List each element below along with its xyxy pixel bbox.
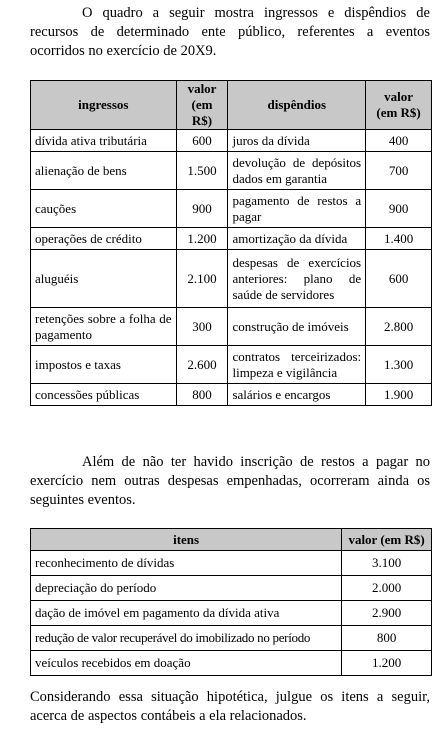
outro-line: Considerando essa situação hipotética, julgue os itens a seguir, (30, 689, 430, 705)
table-header-row (31, 529, 432, 551)
table-row (31, 626, 432, 651)
dispendio-cell: contratos terceirizados: limpeza e vigilância (228, 346, 366, 384)
table-row (31, 551, 432, 576)
ingresso-cell: operações de crédito (31, 228, 177, 250)
ingresso-cell: retenções sobre a folha de pagamento (31, 308, 177, 346)
table-header-row (31, 81, 432, 130)
ingresso-valor-cell: 300 (176, 308, 228, 346)
middle-line: Além de não ter havido inscrição de restos a pagar no (82, 454, 430, 470)
ingresso-valor-cell: 800 (176, 384, 228, 406)
dispendio-valor-cell: 700 (366, 152, 432, 190)
dispendio-valor-cell: 1.900 (366, 384, 432, 406)
item-cell: veículos recebidos em doação (31, 651, 342, 676)
dispendio-valor-cell: 600 (366, 250, 432, 308)
table-row (31, 384, 432, 406)
item-cell: depreciação do período (31, 576, 342, 601)
dispendio-valor-cell: 1.400 (366, 228, 432, 250)
dispendio-cell: despesas de exercícios anteriores: plano de saúde de servidores (228, 250, 366, 308)
table-row (31, 576, 432, 601)
table-row (31, 152, 432, 190)
ingressos-dispendios-table (30, 80, 432, 406)
header-valor-ingressos: valor (em R$) (176, 81, 228, 130)
item-valor-cell: 2.000 (342, 576, 432, 601)
ingresso-cell: cauções (31, 190, 177, 228)
eventos-table (30, 528, 432, 676)
middle-line: exercício nem outras despesas empenhadas, ocorreram ainda os (30, 473, 430, 489)
middle-line: seguintes eventos. (30, 492, 136, 508)
ingresso-cell: aluguéis (31, 250, 177, 308)
ingresso-valor-cell: 2.100 (176, 250, 228, 308)
table-row (31, 250, 432, 308)
ingresso-valor-cell: 1.200 (176, 228, 228, 250)
intro-line: ocorridos no exercício de 20X9. (30, 43, 217, 59)
intro-paragraph (30, 4, 430, 61)
dispendio-valor-cell: 900 (366, 190, 432, 228)
dispendio-cell: amortização da dívida (228, 228, 366, 250)
intro-line: recursos de determinado ente público, referentes a eventos (30, 24, 430, 40)
item-valor-cell: 3.100 (342, 551, 432, 576)
dispendio-cell: devolução de depósitos dados em garantia (228, 152, 366, 190)
dispendio-cell: salários e encargos (228, 384, 366, 406)
table-row (31, 308, 432, 346)
dispendio-cell: pagamento de restos a pagar (228, 190, 366, 228)
dispendio-valor-cell: 400 (366, 130, 432, 152)
item-valor-cell: 2.900 (342, 601, 432, 626)
table-row (31, 601, 432, 626)
ingresso-cell: concessões públicas (31, 384, 177, 406)
ingresso-cell: impostos e taxas (31, 346, 177, 384)
table-row (31, 130, 432, 152)
dispendio-valor-cell: 1.300 (366, 346, 432, 384)
header-itens: itens (31, 529, 342, 551)
outro-line: acerca de aspectos contábeis a ela relacionados. (30, 708, 307, 724)
table-row (31, 346, 432, 384)
item-cell: redução de valor recuperável do imobilizado no período (31, 626, 342, 651)
middle-paragraph (30, 453, 430, 510)
dispendio-valor-cell: 2.800 (366, 308, 432, 346)
header-ingressos: ingressos (31, 81, 177, 130)
table-row (31, 190, 432, 228)
header-valor: valor (em R$) (342, 529, 432, 551)
ingresso-valor-cell: 600 (176, 130, 228, 152)
ingresso-valor-cell: 900 (176, 190, 228, 228)
item-cell: dação de imóvel em pagamento da dívida ativa (31, 601, 342, 626)
ingresso-cell: alienação de bens (31, 152, 177, 190)
dispendio-cell: juros da dívida (228, 130, 366, 152)
ingresso-valor-cell: 1.500 (176, 152, 228, 190)
outro-paragraph (30, 688, 430, 726)
header-valor-dispendios: valor (em R$) (366, 81, 432, 130)
ingresso-valor-cell: 2.600 (176, 346, 228, 384)
item-valor-cell: 1.200 (342, 651, 432, 676)
intro-line: O quadro a seguir mostra ingressos e dispêndios de (82, 5, 430, 21)
ingresso-cell: dívida ativa tributária (31, 130, 177, 152)
table-row (31, 228, 432, 250)
item-cell: reconhecimento de dívidas (31, 551, 342, 576)
header-dispendios: dispêndios (228, 81, 366, 130)
item-valor-cell: 800 (342, 626, 432, 651)
table-row (31, 651, 432, 676)
dispendio-cell: construção de imóveis (228, 308, 366, 346)
